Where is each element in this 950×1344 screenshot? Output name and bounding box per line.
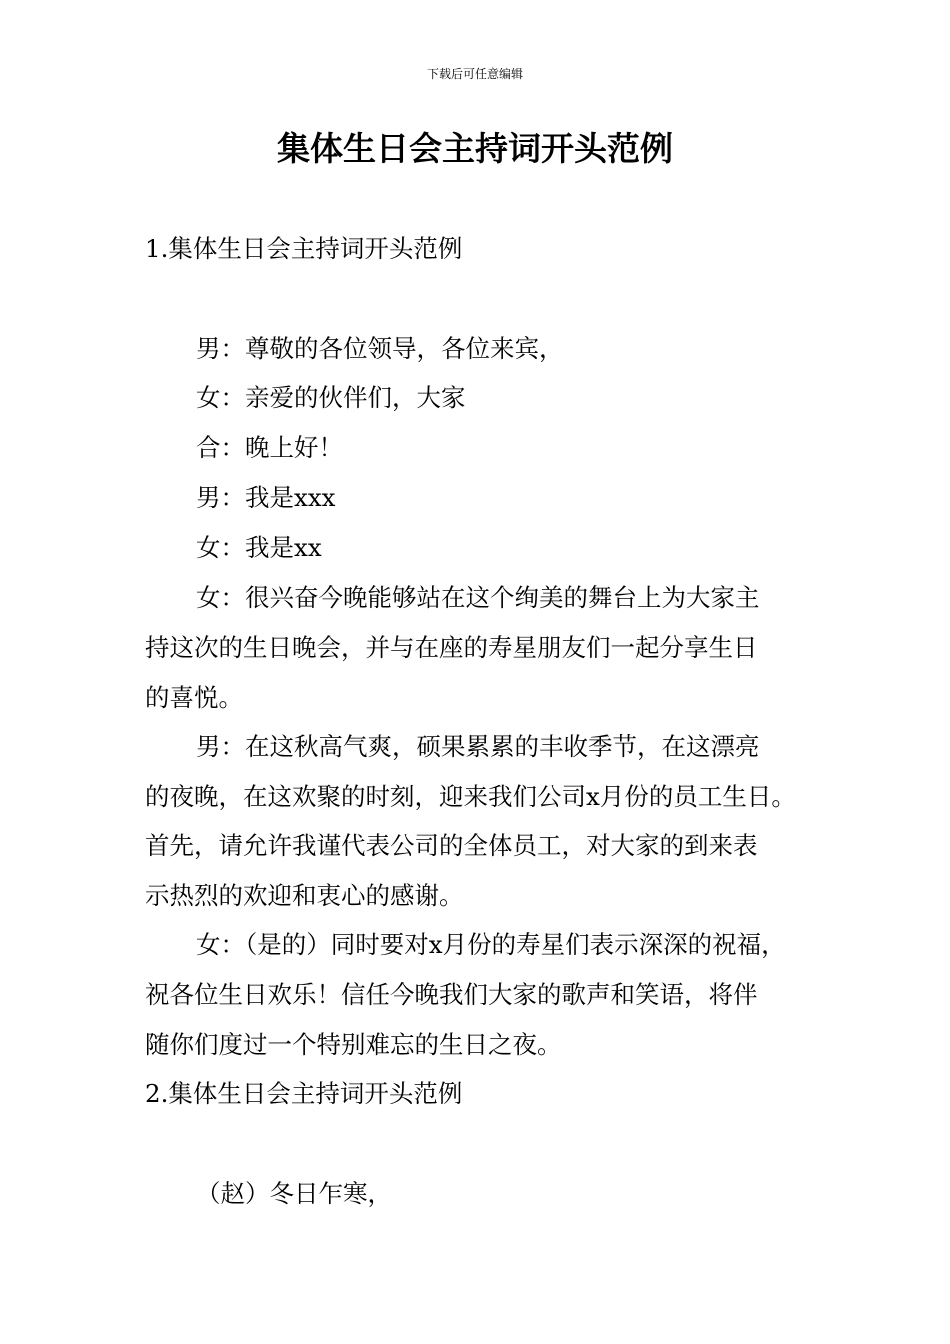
dialogue-line: 男：尊敬的各位领导，各位来宾， <box>196 334 564 363</box>
dialogue-line: 男：我是xxx <box>196 483 336 512</box>
paragraph-line: 的喜悦。 <box>145 683 243 712</box>
document-title: 集体生日会主持词开头范例 <box>277 129 673 168</box>
paragraph-line: 的夜晚，在这欢聚的时刻，迎来我们公司x月份的员工生日。 <box>145 782 796 811</box>
dialogue-line: 合：晚上好！ <box>196 433 343 462</box>
paragraph-line: 示热烈的欢迎和衷心的感谢。 <box>145 881 464 910</box>
paragraph-line: 持这次的生日晚会，并与在座的寿星朋友们一起分享生日 <box>145 633 758 662</box>
dialogue-line: 女：亲爱的伙伴们，大家 <box>196 383 466 412</box>
section-2-heading: 2.集体生日会主持词开头范例 <box>145 1079 463 1108</box>
page-header-note: 下载后可任意编辑 <box>426 67 523 81</box>
paragraph-line: 随你们度过一个特别难忘的生日之夜。 <box>145 1030 562 1059</box>
paragraph-line: 女：（是的）同时要对x月份的寿星们表示深深的祝福， <box>196 930 786 959</box>
dialogue-line: 女：我是xx <box>196 533 322 562</box>
dialogue-line: （赵）冬日乍寒， <box>196 1179 392 1208</box>
paragraph-line: 祝各位生日欢乐！信任今晚我们大家的歌声和笑语，将伴 <box>145 980 758 1009</box>
paragraph-line: 男：在这秋高气爽，硕果累累的丰收季节，在这漂亮 <box>196 732 760 761</box>
paragraph-line: 女：很兴奋今晚能够站在这个绚美的舞台上为大家主 <box>196 583 760 612</box>
paragraph-line: 首先，请允许我谨代表公司的全体员工，对大家的到来表 <box>145 831 758 860</box>
section-1-heading: 1.集体生日会主持词开头范例 <box>145 234 463 263</box>
